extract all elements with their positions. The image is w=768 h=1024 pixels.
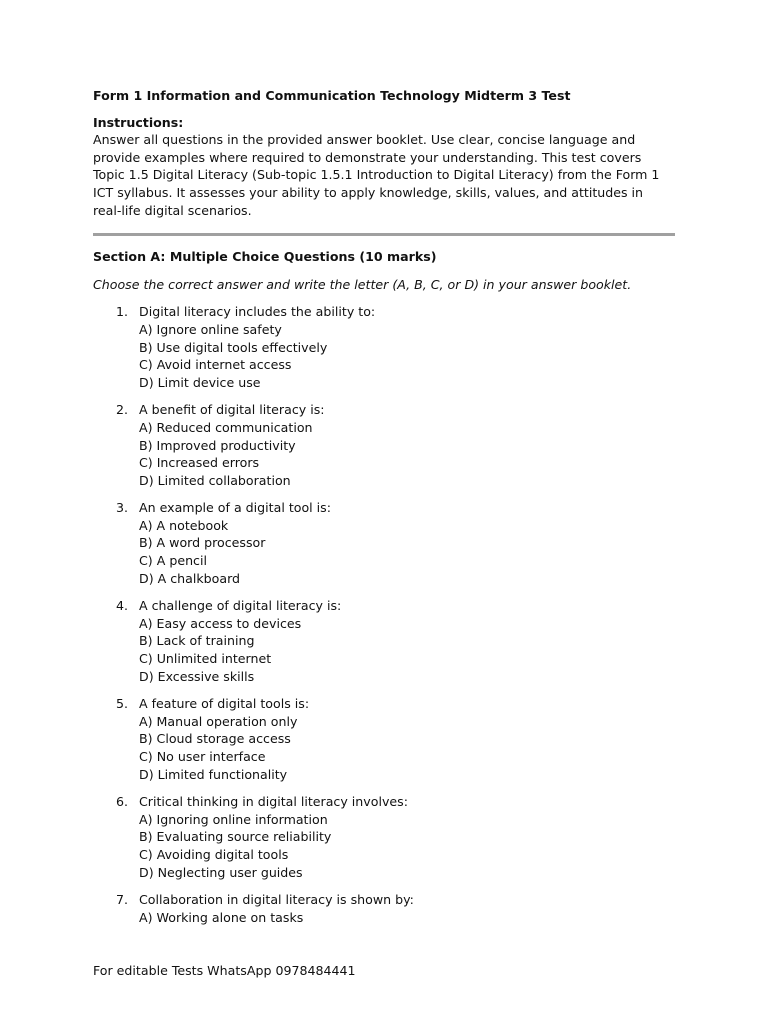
footer-note: For editable Tests WhatsApp 0978484441 [93,963,356,978]
answer-option: D) Limited functionality [139,766,288,782]
section-a-directions: Choose the correct answer and write the letter (A, B, C, or D) in your answer booklet. [93,276,632,292]
answer-option: C) Avoiding digital tools [139,846,289,862]
question-list [93,303,675,926]
answer-option: B) A word processor [139,535,266,551]
question-text: An example of a digital tool is: [139,500,331,516]
question-text: Digital literacy includes the ability to: [139,304,376,320]
answer-option: B) Lack of training [139,633,255,649]
question-item [93,499,675,587]
answer-option: A) Working alone on tasks [139,909,304,925]
section-a-title: Section A: Multiple Choice Questions (10 marks) [93,249,437,265]
answer-option: A) Ignore online safety [139,321,282,337]
question-number: 1. [116,304,129,320]
answer-option: B) Cloud storage access [139,731,291,747]
question-text: A challenge of digital literacy is: [139,598,342,614]
instructions-heading: Instructions: [93,114,184,130]
answer-option: D) Limit device use [139,374,261,390]
answer-option: D) Excessive skills [139,668,255,684]
answer-option: C) No user interface [139,749,266,764]
answer-option: D) A chalkboard [139,570,241,586]
question-item [93,401,675,489]
answer-option: A) Ignoring online information [139,811,328,827]
question-number: 4. [116,598,129,614]
answer-option: A) Easy access to devices [139,615,302,631]
question-item [93,695,675,783]
question-text: Critical thinking in digital literacy involves: [139,794,408,810]
document-title: Form 1 Information and Communication Technology Midterm 3 Test [93,88,571,103]
question-number: 6. [116,794,129,810]
answer-option: C) Avoid internet access [139,357,292,373]
question-item [93,793,675,881]
answer-option: A) Reduced communication [139,419,313,435]
answer-option: D) Neglecting user guides [139,864,303,880]
question-text: A feature of digital tools is: [139,696,310,712]
question-number: 3. [116,500,129,516]
answer-option: B) Evaluating source reliability [139,829,332,845]
question-item [93,303,675,391]
answer-option: C) Unlimited internet [139,651,272,667]
answer-option: D) Limited collaboration [139,472,291,488]
answer-option: B) Improved productivity [139,437,296,453]
test-page [93,87,675,936]
question-text: Collaboration in digital literacy is shown by: [139,892,414,908]
question-text: A benefit of digital literacy is: [139,402,325,418]
instructions-body: Answer all questions in the provided answer booklet. Use clear, concise language and provide examples where required to demonstrate your understanding. This test covers Topic 1.5 Digital Literacy (Sub-topic 1.5.1 Introduction to Digital Literacy) from the Form 1 ICT syllabus. It assesses your ability to apply knowledge, skills, values, and attitudes in real-life digital scenarios. [93,132,660,218]
question-item [93,891,675,926]
answer-option: B) Use digital tools effectively [139,339,328,355]
question-number: 7. [116,892,129,908]
question-item [93,597,675,685]
answer-option: A) Manual operation only [139,713,298,729]
answer-option: C) A pencil [139,553,207,569]
question-number: 5. [116,696,129,712]
section-divider [93,233,675,236]
answer-option: C) Increased errors [139,455,260,471]
answer-option: A) A notebook [139,517,229,533]
question-number: 2. [116,402,129,418]
